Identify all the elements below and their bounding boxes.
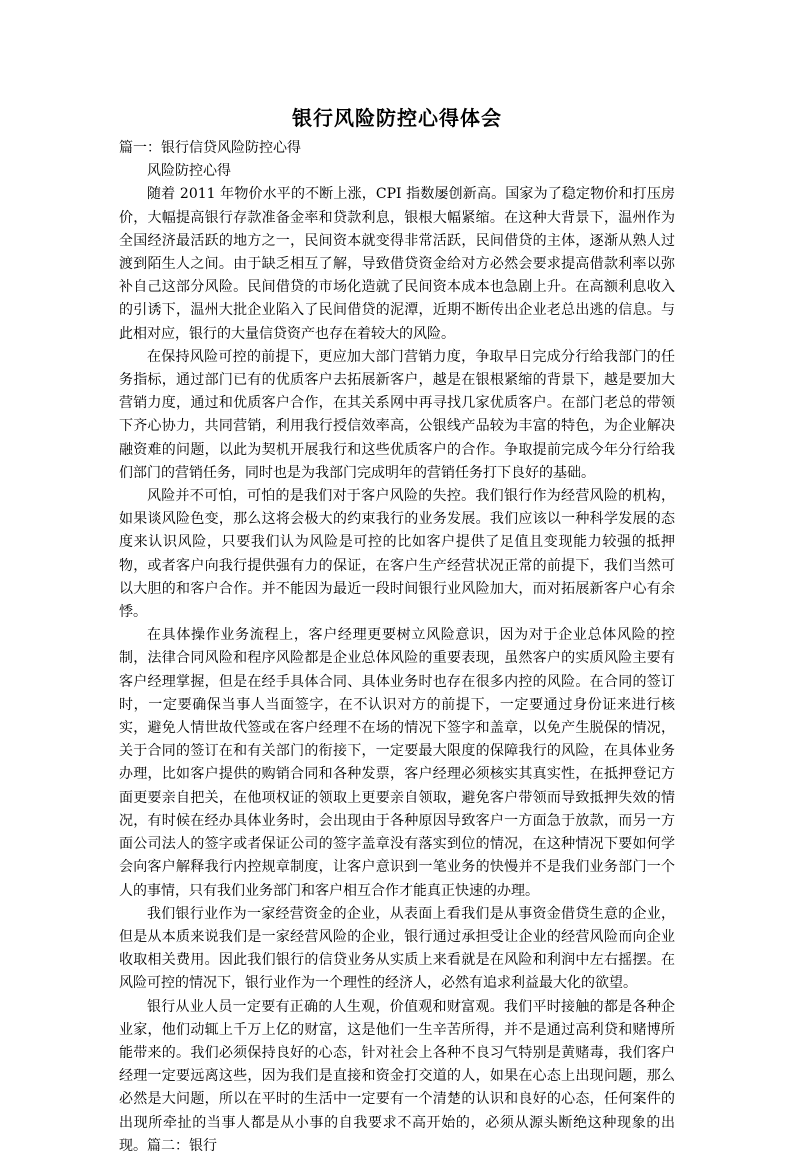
paragraph: 风险并不可怕，可怕的是我们对于客户风险的失控。我们银行作为经营风险的机构，如果谈风险色变，那么这将会极大的约束我行的业务发展。我们应该以一种科学发展的态度来认识风险，只要我们认为风险是可控的比如客户提供了足值且变现能力较强的抵押物，或者客户向我行提供强有力的保证，在客户生产经营状况正常的前提下，我们当然可以大胆的和客户合作。并不能因为最近一段时间银行业风险加大，而对拓展新客户心有余悸。 [119, 488, 675, 621]
paragraph: 在具体操作业务流程上，客户经理更要树立风险意识，因为对于企业总体风险的控制，法律合同风险和程序风险都是企业总体风险的重要表现，虽然客户的实质风险主要有客户经理掌握，但是在经手具体合同、具体业务时也存在很多内控的风险。在合同的签订时，一定要确保当事人当面签字，在不认识对方的前提下，一定要通过身份证来进行核实，避免人情世故代签或在客户经理不在场的情况下签字和盖章，以免产生脱保的情况，关于合同的签订在和有关部门的衔接下，一定要最大限度的保障我行的风险，在具体业务办理，比如客户提供的购销合同和各种发票，客户经理必须核实其真实性，在抵押登记方面更要亲自把关，在他项权证的领取上更要亲自领取，避免客户带领而导致抵押失效的情况，有时候在经办具体业务时，会出现由于各种原因导致客户一方面急于放款，而另一方面公司法人的签字或者保证公司的签字盖章没有落实到位的情况，在这种情况下要如何学会向客户解释我行内控规章制度，让客户意识到一笔业务的快慢并不是我们业务部门一个人的事情，只有我们业务部门和客户相互合作才能真正快速的办理。 [119, 627, 675, 899]
paragraph: 在保持风险可控的前提下，更应加大部门营销力度，争取早日完成分行给我部门的任务指标，通过部门已有的优质客户去拓展新客户，越是在银根紧缩的背景下，越是要加大营销力度，通过和优质客户合作，在其关系网中再寻找几家优质客户。在部门老总的带领下齐心协力，共同营销，利用我行授信效率高，公银线产品较为丰富的特色，为企业解决融资难的问题，以此为契机开展我行和这些优质客户的合作。争取提前完成今年分行给我们部门的营销任务，同时也是为我部门完成明年的营销任务打下良好的基础。 [119, 348, 675, 481]
sub-heading: 风险防控心得 [147, 163, 231, 180]
paragraph: 随着 2011 年物价水平的不断上涨，CPI 指数屡创新高。国家为了稳定物价和打压房价，大幅提高银行存款准备金率和贷款利息，银根大幅紧缩。在这种大背景下，温州作为全国经济最活跃的地方之一，民间资本就变得非常活跃，民间借贷的主体，逐渐从熟人过渡到陌生人之间。由于缺乏相互了解，导致借贷资金给对方必然会要求提高借款利率以弥补自己这部分风险。民间借贷的市场化造就了民间资本成本也急剧上升。在高额利息收入的引诱下，温州大批企业陷入了民间借贷的泥潭，近期不断传出企业老总出逃的信息。与此相对应，银行的大量信贷资产也存在着较大的风险。 [119, 186, 675, 342]
section-heading: 篇一：银行信贷风险防控心得 [119, 140, 301, 156]
paragraph: 银行从业人员一定要有正确的人生观，价值观和财富观。我们平时接触的都是各种企业家，他们动辄上千万上亿的财富，这是他们一生辛苦所得，并不是通过高利贷和赌博所能带来的。我们必须保持良好的心态，针对社会上各种不良习气特别是黄赌毒，我们客户经理一定要远离这些，因为我们是直接和资金打交道的人，如果在心态上出现问题，那么必然是大问题，所以在平时的生活中一定要有一个清楚的认识和良好的心态，任何案件的出现所牵扯的当事人都是从小事的自我要求不高开始的，必须从源头断绝这种现象的出现。篇二：银行 [119, 998, 675, 1154]
document-title: 银行风险防控心得体会 [292, 106, 502, 130]
paragraph: 我们银行业作为一家经营资金的企业，从表面上看我们是从事资金借贷生意的企业，但是从本质来说我们是一家经营风险的企业，银行通过承担受让企业的经营风险而向企业收取相关费用。因此我们银行的信贷业务从实质上来看就是在风险和利润中左右摇摆。在风险可控的情况下，银行业作为一个理性的经济人，必然有追求利益最大化的欲望。 [119, 905, 675, 992]
